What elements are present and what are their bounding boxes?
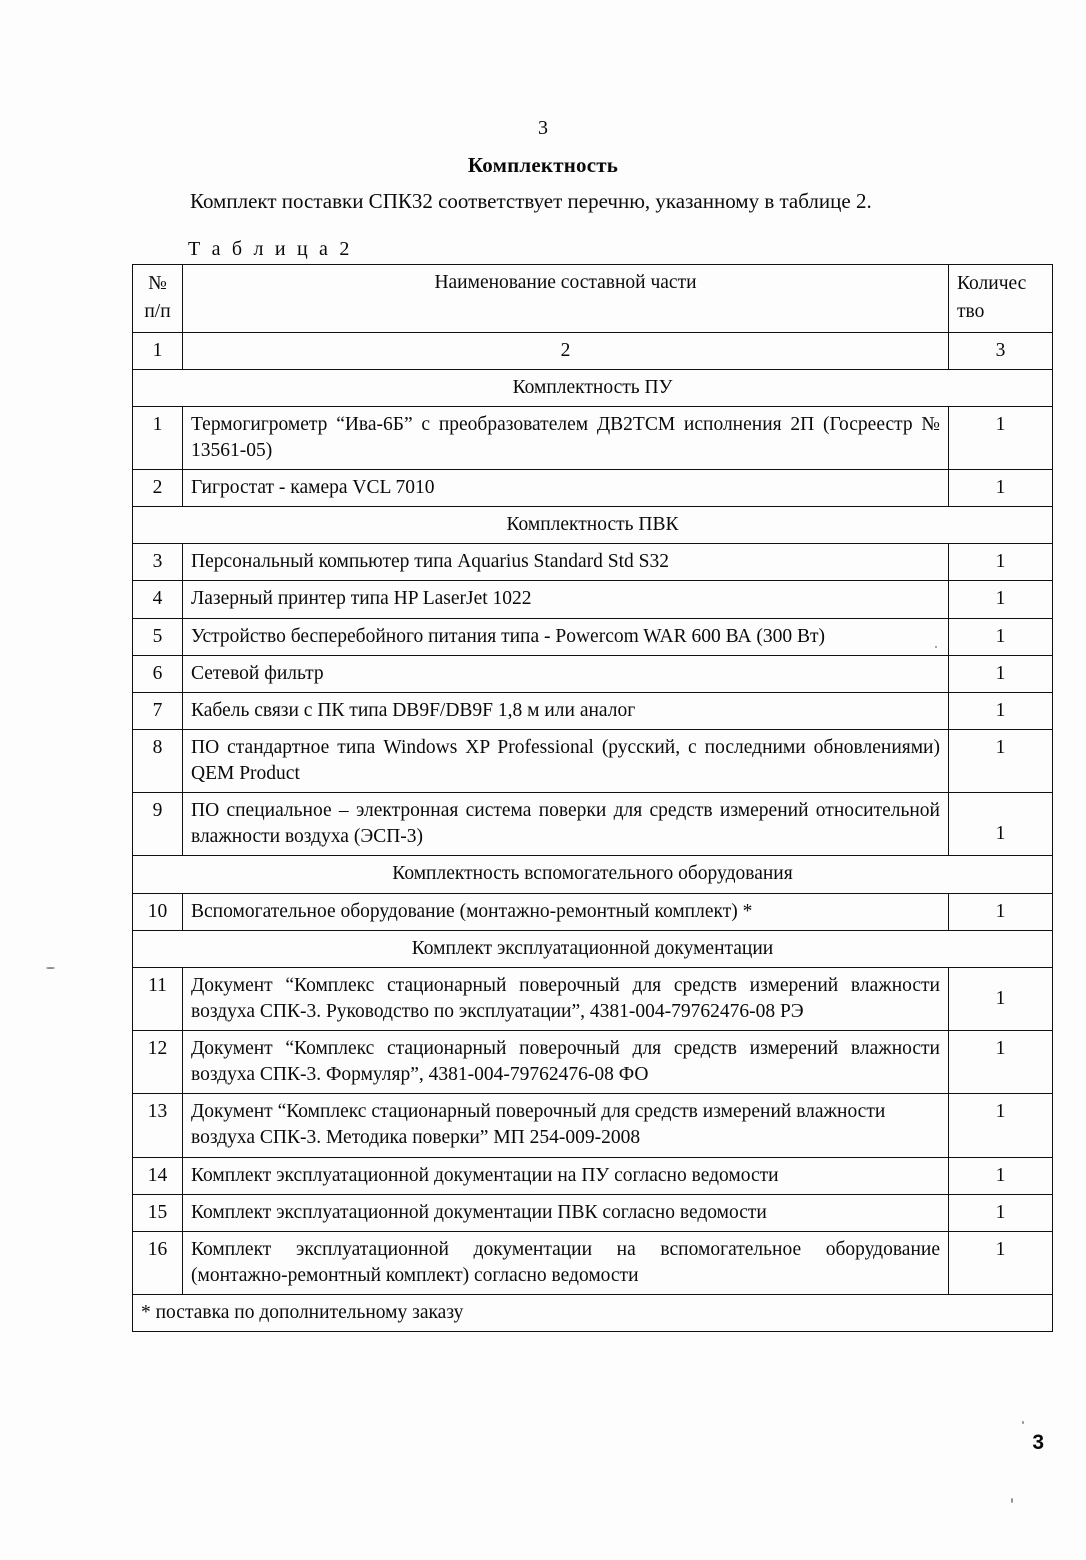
column-index-name: 2: [183, 332, 949, 369]
row-quantity: 1: [949, 793, 1053, 856]
row-quantity: 1: [949, 1031, 1053, 1094]
table-row: [133, 1094, 1053, 1157]
page-title: Комплектность: [467, 153, 619, 177]
page-number-top: 3: [538, 117, 548, 139]
column-index-number: 1: [133, 332, 183, 369]
row-number: 13: [133, 1094, 183, 1157]
row-quantity: 1: [949, 406, 1053, 469]
row-quantity: 1: [949, 581, 1053, 618]
intro-paragraph: Комплект поставки СПК32 соответствует перечню, указанному в таблице 2.: [190, 189, 872, 213]
row-number: 4: [133, 581, 183, 618]
row-name: Лазерный принтер типа HP LaserJet 1022: [183, 581, 949, 618]
column-header-number-line2: п/п: [144, 301, 171, 323]
row-number: 1: [133, 406, 183, 469]
table-row: [133, 692, 1053, 729]
row-number: 10: [133, 893, 183, 930]
row-name: Документ “Комплекс стационарный поверочный для средств измерений влажности воздуха СПК-3. Методика поверки” МП 254-009-2008: [183, 1094, 949, 1157]
table-row: [133, 581, 1053, 618]
page-number-bottom: 3: [1032, 1431, 1044, 1454]
column-header-number-line1: №: [148, 273, 167, 294]
row-number: 9: [133, 793, 183, 856]
row-number: 12: [133, 1031, 183, 1094]
section-row-docs: [133, 930, 1053, 967]
table-row: [133, 793, 1053, 856]
scan-speck: [46, 967, 55, 969]
row-quantity: 1: [949, 1194, 1053, 1231]
row-name: Персональный компьютер типа Aquarius Standard Std S32: [183, 544, 949, 581]
row-quantity: 1: [949, 544, 1053, 581]
row-name: Документ “Комплекс стационарный поверочный для средств измерений влажности воздуха СПК-3. Руководство по эксплуатации”, 4381-004-79762476-08 РЭ: [183, 967, 949, 1030]
row-number: 11: [133, 967, 183, 1030]
row-number: 5: [133, 618, 183, 655]
scan-speck: [1011, 1498, 1013, 1503]
section-title-pu: Комплектность ПУ: [133, 369, 1053, 406]
row-quantity: 1: [949, 1157, 1053, 1194]
row-name: Документ “Комплекс стационарный поверочный для средств измерений влажности воздуха СПК-3. Формуляр”, 4381-004-79762476-08 ФО: [183, 1031, 949, 1094]
section-row-pu: [133, 369, 1053, 406]
row-name: Комплект эксплуатационной документации на вспомогательное оборудование (монтажно-ремонтный комплект) согласно ведомости: [183, 1231, 949, 1294]
scan-speck: [1022, 1421, 1024, 1424]
row-quantity: 1: [949, 967, 1053, 1030]
column-number-row: [133, 332, 1053, 369]
section-title-aux: Комплектность вспомогательного оборудования: [133, 856, 1053, 893]
section-row-aux: [133, 856, 1053, 893]
row-name: ПО специальное – электронная система поверки для средств измерений относительной влажности воздуха (ЭСП-3): [183, 793, 949, 856]
table-footnote: * поставка по дополнительному заказу: [133, 1295, 1053, 1332]
row-quantity: 1: [949, 618, 1053, 655]
row-name: Термогигрометр “Ива-6Б” с преобразователем ДВ2ТСМ исполнения 2П (Госреестр № 13561-05): [183, 406, 949, 469]
table-row: [133, 1231, 1053, 1294]
table-row: [133, 729, 1053, 792]
row-number: 8: [133, 729, 183, 792]
components-table: [132, 264, 1053, 1332]
table-row: [133, 544, 1053, 581]
row-quantity: 1: [949, 692, 1053, 729]
row-name: ПО стандартное типа Windows XP Professional (русский, с последними обновлениями) QEM Product: [183, 729, 949, 792]
row-number: 6: [133, 655, 183, 692]
row-number: 16: [133, 1231, 183, 1294]
section-title-pvk: Комплектность ПВК: [133, 507, 1053, 544]
row-quantity: 1: [949, 1231, 1053, 1294]
row-quantity: 1: [949, 1094, 1053, 1157]
table-row: [133, 470, 1053, 507]
table-caption: Т а б л и ц а 2: [188, 238, 353, 260]
row-number: 3: [133, 544, 183, 581]
row-name: Вспомогательное оборудование (монтажно-ремонтный комплект) *: [183, 893, 949, 930]
table-row: [133, 655, 1053, 692]
row-number: 14: [133, 1157, 183, 1194]
row-quantity: 1: [949, 470, 1053, 507]
row-name: Кабель связи с ПК типа DB9F/DB9F 1,8 м или аналог: [183, 692, 949, 729]
row-quantity: 1: [949, 893, 1053, 930]
row-number: 7: [133, 692, 183, 729]
column-header-quantity: [949, 265, 1053, 333]
table-row: [133, 406, 1053, 469]
row-name: Комплект эксплуатационной документации на ПУ согласно ведомости: [183, 1157, 949, 1194]
row-number: 15: [133, 1194, 183, 1231]
column-header-quantity-line2: тво: [957, 301, 985, 323]
row-quantity: 1: [949, 655, 1053, 692]
section-row-pvk: [133, 507, 1053, 544]
table-row: [133, 1194, 1053, 1231]
column-index-quantity: 3: [949, 332, 1053, 369]
column-header-name: Наименование составной части: [183, 265, 949, 333]
table-row: [133, 1157, 1053, 1194]
footnote-row: [133, 1295, 1053, 1332]
column-header-quantity-line1: Количес: [957, 273, 1027, 294]
table-header-row: [133, 265, 1053, 333]
scan-speck: [935, 646, 937, 648]
row-name: Комплект эксплуатационной документации ПВК согласно ведомости: [183, 1194, 949, 1231]
row-name: Гигростат - камера VCL 7010: [183, 470, 949, 507]
row-name: Устройство бесперебойного питания типа - Powercom WAR 600 ВА (300 Вт): [183, 618, 949, 655]
table-row: [133, 618, 1053, 655]
table-row: [133, 1031, 1053, 1094]
row-quantity: 1: [949, 729, 1053, 792]
row-number: 2: [133, 470, 183, 507]
row-name: Сетевой фильтр: [183, 655, 949, 692]
section-title-docs: Комплект эксплуатационной документации: [133, 930, 1053, 967]
table-row: [133, 967, 1053, 1030]
column-header-number: [133, 265, 183, 333]
table-row: [133, 893, 1053, 930]
